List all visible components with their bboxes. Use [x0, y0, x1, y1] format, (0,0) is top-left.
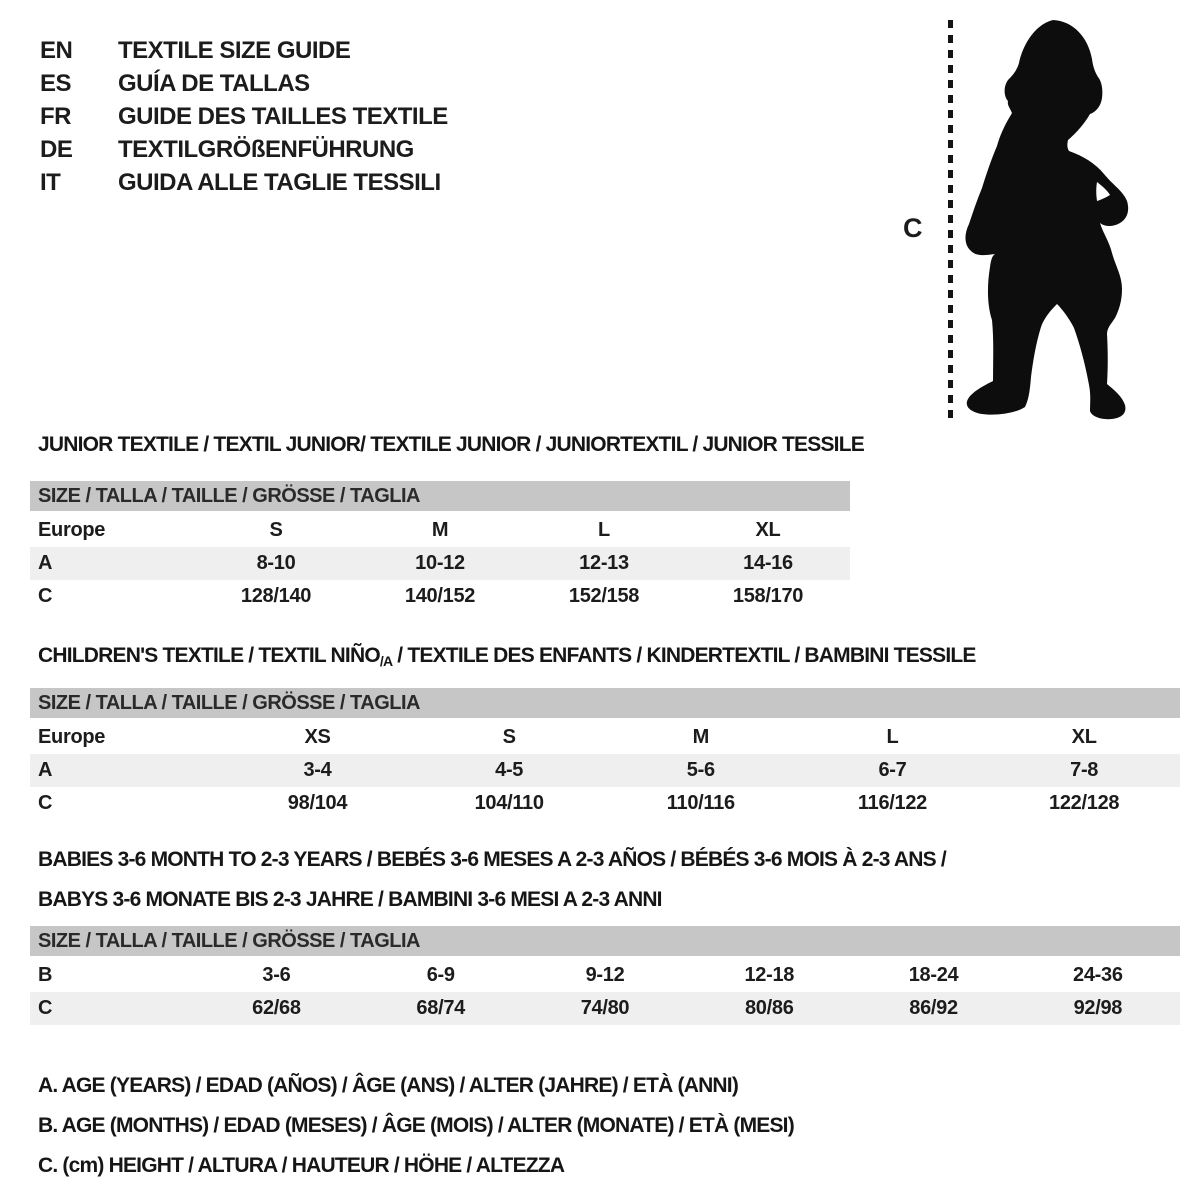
language-row-en [40, 34, 448, 67]
cell-value: 80/86 [687, 992, 851, 1025]
cell-value: L [886, 726, 899, 748]
cell-value: 5-6 [605, 754, 797, 787]
cell-value: M [692, 726, 709, 748]
language-row-es [40, 67, 448, 100]
height-measure-label: C [903, 213, 923, 243]
table-row-europe [30, 720, 1180, 755]
cell-value: 158/170 [732, 585, 804, 607]
cell-value: 6-9 [426, 964, 455, 986]
row-label: C [38, 585, 53, 607]
cell-value: XS [304, 726, 331, 748]
language-row-de [40, 133, 448, 166]
cell-value: S [502, 726, 516, 748]
size-header-label: SIZE / TALLA / TAILLE / GRÖSSE / TAGLIA [30, 481, 850, 513]
cell-value: 122/128 [1049, 792, 1120, 814]
size-header-label: SIZE / TALLA / TAILLE / GRÖSSE / TAGLIA [30, 926, 1180, 958]
table-row-height [30, 580, 850, 613]
cell-value: 140/152 [404, 585, 476, 607]
cell-value: 3-4 [222, 754, 414, 787]
language-code: EN [40, 36, 73, 64]
title-main: CHILDREN'S TEXTILE / TEXTIL NIÑO [38, 644, 380, 667]
babies-textile-title [38, 840, 946, 920]
cell-value: 3-6 [262, 964, 291, 986]
size-header-row [30, 481, 850, 513]
cell-value: 86/92 [851, 992, 1015, 1025]
height-dashed-line [948, 20, 953, 418]
title-subscript: /A [379, 653, 393, 669]
table-row-age [30, 754, 1180, 787]
row-label: A [30, 547, 194, 580]
cell-value: L [598, 519, 610, 541]
babies-title-line1: BABIES 3-6 MONTH TO 2-3 YEARS / BEBÉS 3-6 MESES A 2-3 AÑOS / BÉBÉS 3-6 MOIS À 2-3 ANS / [38, 848, 946, 871]
row-label: B [38, 964, 53, 986]
measurement-legend [38, 1066, 794, 1186]
language-code: IT [40, 168, 61, 196]
cell-value: 4-5 [413, 754, 605, 787]
size-header-row [30, 688, 1180, 720]
cell-value: 128/140 [240, 585, 312, 607]
row-label: Europe [38, 519, 106, 541]
row-label: C [30, 992, 194, 1025]
cell-value: XL [1071, 726, 1097, 748]
legend-height-cm: C. (cm) HEIGHT / ALTURA / HAUTEUR / HÖHE / ALTEZZA [38, 1154, 565, 1177]
title-tail: / TEXTILE DES ENFANTS / KINDERTEXTIL / BAMBINI TESSILE [392, 644, 976, 667]
size-header-row [30, 926, 1180, 958]
cell-value: XL [755, 519, 781, 541]
cell-value: 10-12 [358, 547, 522, 580]
cell-value: 92/98 [1016, 992, 1180, 1025]
cell-value: 68/74 [359, 992, 523, 1025]
cell-value: 14-16 [686, 547, 850, 580]
cell-value: 8-10 [194, 547, 358, 580]
size-header-label: SIZE / TALLA / TAILLE / GRÖSSE / TAGLIA [30, 688, 1180, 720]
language-row-it [40, 166, 448, 199]
language-title-list [40, 34, 448, 199]
cell-value: 62/68 [194, 992, 358, 1025]
language-code: DE [40, 135, 73, 163]
table-row-height [30, 992, 1180, 1025]
toddler-silhouette-icon [956, 12, 1142, 426]
cell-value: 7-8 [988, 754, 1180, 787]
cell-value: 12-13 [522, 547, 686, 580]
table-row-age [30, 547, 850, 580]
cell-value: M [431, 519, 449, 541]
cell-value: 152/158 [568, 585, 640, 607]
cell-value: 24-36 [1073, 964, 1123, 986]
row-label: Europe [38, 726, 106, 748]
cell-value: 18-24 [908, 964, 959, 986]
guide-title-en: TEXTILE SIZE GUIDE [118, 36, 351, 64]
cell-value: 12-18 [744, 964, 795, 986]
cell-value: 9-12 [585, 964, 625, 986]
cell-value: 6-7 [797, 754, 989, 787]
legend-age-years: A. AGE (YEARS) / EDAD (AÑOS) / ÂGE (ANS) / ALTER (JAHRE) / ETÀ (ANNI) [38, 1074, 739, 1097]
guide-title-es: GUÍA DE TALLAS [118, 69, 310, 97]
row-label: A [30, 754, 222, 787]
babies-size-table [30, 926, 1180, 1025]
guide-title-it: GUIDA ALLE TAGLIE TESSILI [118, 168, 441, 196]
table-row-europe [30, 513, 850, 548]
babies-title-line2: BABYS 3-6 MONATE BIS 2-3 JAHRE / BAMBINI 3-6 MESI A 2-3 ANNI [38, 888, 662, 911]
childrens-size-table [30, 688, 1180, 820]
language-code: ES [40, 69, 72, 97]
cell-value: 104/110 [474, 792, 544, 814]
guide-title-de: TEXTILGRÖßENFÜHRUNG [118, 135, 414, 163]
legend-age-months: B. AGE (MONTHS) / EDAD (MESES) / ÂGE (MOIS) / ALTER (MONATE) / ETÀ (MESI) [38, 1114, 794, 1137]
row-label: C [38, 792, 53, 814]
language-code: FR [40, 102, 71, 130]
table-row-height [30, 787, 1180, 820]
childrens-textile-title [38, 643, 976, 674]
cell-value: 116/122 [857, 792, 927, 814]
cell-value: 110/116 [666, 792, 735, 814]
cell-value: 98/104 [287, 792, 348, 814]
language-row-fr [40, 100, 448, 133]
junior-size-table [30, 481, 850, 613]
table-row-months [30, 958, 1180, 993]
guide-title-fr: GUIDE DES TAILLES TEXTILE [118, 102, 448, 130]
junior-textile-title: JUNIOR TEXTILE / TEXTIL JUNIOR/ TEXTILE JUNIOR / JUNIORTEXTIL / JUNIOR TESSILE [38, 433, 864, 456]
cell-value: S [269, 519, 283, 541]
cell-value: 74/80 [523, 992, 687, 1025]
